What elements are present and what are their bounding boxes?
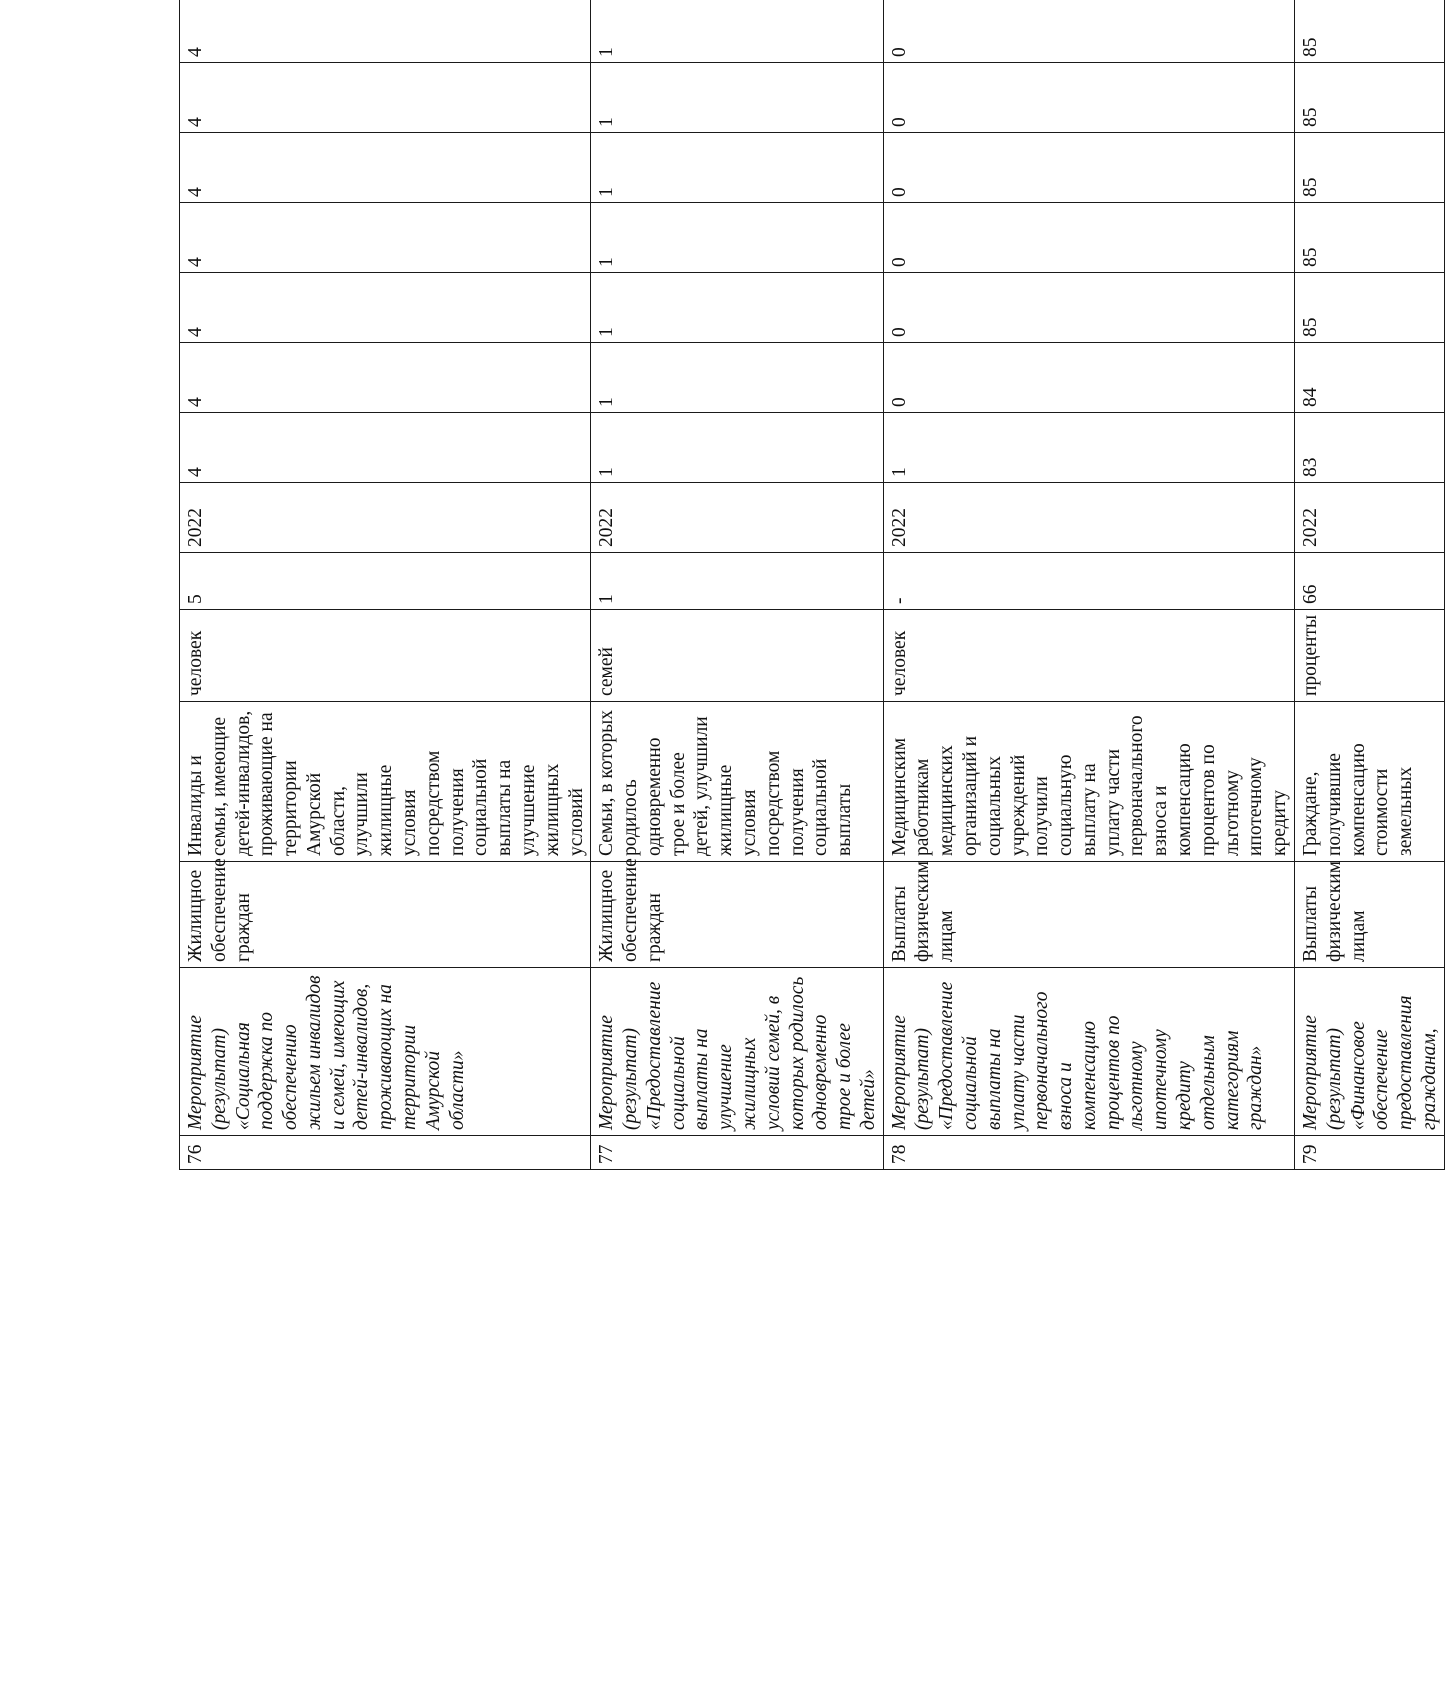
value-cell: 1 <box>591 343 883 413</box>
value-cell: 1 <box>591 63 883 133</box>
value-cell: 4 <box>180 273 591 343</box>
measure-name: Мероприятие (результат) «Предоставление социальной выплаты на уплату части первоначального взноса и компенсацию процентов по льготному ипотечному кредиту отдельным категориям граждан» <box>883 968 1294 1136</box>
value-cell: 4 <box>180 343 591 413</box>
value-cell: 0 <box>883 273 1294 343</box>
unit-cell: человек <box>180 610 591 702</box>
measure-description: Инвалиды и семьи, имеющие детей-инвалидов, проживающие на территории Амурской области, улучшили жилищные условия посредством получения социальной выплаты на улучшение жилищных условий <box>180 702 591 862</box>
value-cell: 4 <box>180 133 591 203</box>
row-number: 76 <box>180 1136 591 1170</box>
value-cell: 1 <box>591 203 883 273</box>
table-row <box>591 0 883 1170</box>
value-cell: 1 <box>591 0 883 63</box>
value-cell: 85 <box>1294 273 1444 343</box>
measure-name: Мероприятие (результат) «Предоставление социальной выплаты на улучшение жилищных условий семей, в которых родилось одновременно трое и более детей» <box>591 968 883 1136</box>
value-cell: 1 <box>591 413 883 483</box>
base-value-cell: 66 <box>1294 553 1444 610</box>
measure-type: Жилищное обеспечение граждан <box>180 862 591 968</box>
value-cell: 4 <box>180 203 591 273</box>
value-cell: 4 <box>180 0 591 63</box>
base-year-cell: 2022 <box>591 483 883 553</box>
base-year-cell: 2022 <box>1294 483 1444 553</box>
value-cell: 1 <box>591 133 883 203</box>
row-number: 77 <box>591 1136 883 1170</box>
value-cell: 85 <box>1294 63 1444 133</box>
value-cell: 1 <box>883 413 1294 483</box>
value-cell: 85 <box>1294 203 1444 273</box>
measure-type: Выплаты физическим лицам <box>1294 862 1444 968</box>
measure-name: Мероприятие (результат) «Финансовое обеспечение предоставления гражданам, <box>1294 968 1444 1136</box>
value-cell: 83 <box>1294 413 1444 483</box>
row-number: 78 <box>883 1136 1294 1170</box>
value-cell: 4 <box>180 63 591 133</box>
row-number: 79 <box>1294 1136 1444 1170</box>
table-row <box>1294 0 1444 1170</box>
base-year-cell: 2022 <box>883 483 1294 553</box>
unit-cell: проценты <box>1294 610 1444 702</box>
base-value-cell: 1 <box>591 553 883 610</box>
rotated-table-wrapper <box>179 0 1440 1170</box>
value-cell: 1 <box>591 273 883 343</box>
value-cell: 84 <box>1294 343 1444 413</box>
table-row <box>883 0 1294 1170</box>
value-cell: 85 <box>1294 133 1444 203</box>
value-cell: 0 <box>883 133 1294 203</box>
indicators-table <box>179 0 1445 1170</box>
base-value-cell: 5 <box>180 553 591 610</box>
measure-description: Семьи, в которых родилось одновременно трое и более детей, улучшили жилищные условия посредством получения социальной выплаты <box>591 702 883 862</box>
value-cell: 4 <box>180 413 591 483</box>
measure-description: Медицинским работникам медицинских организаций и социальных учреждений получили социальную выплату на уплату части первоначального взноса и компенсацию процентов по льготному ипотечному кредиту <box>883 702 1294 862</box>
measure-type: Выплаты физическим лицам <box>883 862 1294 968</box>
measure-type: Жилищное обеспечение граждан <box>591 862 883 968</box>
value-cell: 0 <box>883 63 1294 133</box>
value-cell: 0 <box>883 203 1294 273</box>
base-value-cell: - <box>883 553 1294 610</box>
base-year-cell: 2022 <box>180 483 591 553</box>
value-cell: 0 <box>883 343 1294 413</box>
measure-description: Граждане, получившие компенсацию стоимости земельных <box>1294 702 1444 862</box>
unit-cell: семей <box>591 610 883 702</box>
table-row <box>180 0 591 1170</box>
value-cell: 0 <box>883 0 1294 63</box>
measure-name: Мероприятие (результат) «Социальная поддержка по обеспечению жильем инвалидов и семей, имеющих детей-инвалидов, проживающих на территории Амурской области» <box>180 968 591 1136</box>
unit-cell: человек <box>883 610 1294 702</box>
value-cell: 85 <box>1294 0 1444 63</box>
